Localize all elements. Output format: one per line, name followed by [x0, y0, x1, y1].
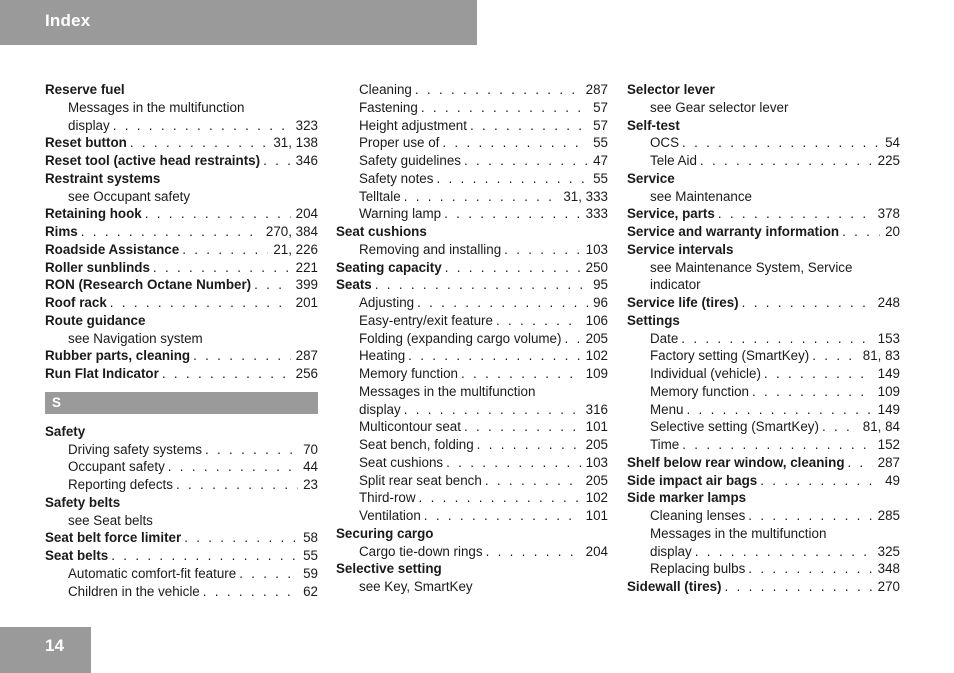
page-reference: 81, 84 — [862, 419, 900, 435]
dot-leader — [412, 81, 581, 99]
page-title: Index — [45, 11, 91, 30]
dot-leader — [108, 547, 298, 565]
dot-leader — [757, 472, 880, 490]
index-entry — [45, 241, 318, 259]
page-reference: 348 — [877, 561, 900, 577]
entry-text: Roof rack — [45, 295, 107, 310]
index-entry — [45, 205, 318, 223]
dot-leader — [749, 383, 873, 401]
page-reference: 95 — [593, 277, 608, 293]
index-subentry — [45, 458, 318, 476]
index-subentry — [336, 472, 608, 490]
index-subentry — [627, 259, 900, 277]
index-subentry — [336, 543, 608, 561]
entry-text: Selector lever — [627, 82, 715, 97]
dot-leader — [809, 347, 858, 365]
entry-text: indicator — [650, 277, 701, 293]
entry-text: see Occupant safety — [68, 188, 191, 204]
dot-leader — [501, 241, 580, 259]
entry-text: Factory setting (SmartKey) — [650, 348, 810, 364]
entry-text: Height adjustment — [359, 117, 467, 133]
dot-leader — [150, 259, 291, 277]
entry-text: Messages in the multifunction — [359, 383, 536, 399]
dot-leader — [78, 223, 261, 241]
page-reference: 109 — [585, 366, 608, 381]
index-subentry — [336, 383, 608, 401]
dot-leader — [173, 476, 298, 494]
dot-leader — [190, 347, 291, 365]
dot-leader — [401, 188, 559, 206]
dot-leader — [179, 241, 268, 259]
index-entry — [627, 454, 900, 472]
entry-text: Telltale — [359, 188, 401, 204]
index-subentry — [336, 294, 608, 312]
dot-leader — [441, 205, 581, 223]
index-subentry — [336, 134, 608, 152]
entry-text: Run Flat Indicator — [45, 366, 159, 381]
entry-text: Securing cargo — [336, 525, 434, 541]
index-column-3 — [627, 81, 900, 596]
entry-text: Side marker lamps — [627, 490, 747, 506]
dot-leader — [482, 472, 581, 490]
dot-leader — [416, 489, 581, 507]
dot-leader — [107, 294, 291, 312]
page-reference: 103 — [585, 241, 608, 257]
index-entry — [45, 347, 318, 365]
dot-leader — [372, 276, 588, 294]
page-reference: 378 — [877, 206, 900, 222]
entry-text: Seat cushions — [359, 454, 444, 470]
dot-leader — [679, 436, 872, 454]
dot-leader — [127, 134, 268, 152]
page-reference: 287 — [585, 82, 608, 97]
index-subentry — [627, 276, 900, 294]
index-subentry — [45, 512, 318, 530]
dot-leader — [251, 276, 291, 294]
page-reference: 31, 138 — [273, 135, 318, 151]
index-subentry — [627, 330, 900, 348]
entry-text: Reset button — [45, 135, 127, 151]
index-subentry — [336, 365, 608, 383]
index-entry — [627, 205, 900, 223]
page-reference: 54 — [885, 135, 900, 151]
index-entry — [627, 472, 900, 490]
page-reference: 57 — [593, 117, 608, 133]
entry-text: Route guidance — [45, 312, 146, 328]
dot-leader — [418, 99, 588, 117]
index-subentry — [45, 330, 318, 348]
dot-leader — [684, 401, 873, 419]
index-entry — [627, 170, 900, 188]
entry-text: see Seat belts — [68, 512, 153, 528]
index-subentry — [336, 401, 608, 419]
dot-leader — [260, 152, 291, 170]
index-subentry — [627, 152, 900, 170]
entry-text: Memory function — [359, 366, 458, 381]
page-reference: 58 — [303, 530, 318, 546]
entry-text: Settings — [627, 312, 680, 328]
index-entry — [627, 578, 900, 596]
index-entry — [45, 259, 318, 277]
page-reference: 81, 83 — [862, 348, 900, 364]
dot-leader — [181, 529, 298, 547]
entry-text: Proper use of — [359, 135, 440, 151]
page-reference: 55 — [593, 170, 608, 186]
index-entry — [45, 223, 318, 241]
page-reference: 323 — [295, 117, 318, 133]
page-reference: 204 — [295, 206, 318, 222]
page-reference: 399 — [295, 277, 318, 293]
entry-text: Multicontour seat — [359, 419, 461, 435]
page-reference: 325 — [877, 543, 900, 559]
dot-leader — [839, 223, 880, 241]
entry-text: Service — [627, 170, 675, 186]
entry-text: display — [359, 401, 401, 417]
index-subentry — [336, 205, 608, 223]
entry-text: Side impact air bags — [627, 472, 758, 488]
page-reference: 250 — [585, 259, 608, 275]
dot-leader — [692, 543, 873, 561]
index-entry — [45, 494, 318, 512]
index-subentry — [336, 578, 608, 596]
index-subentry — [627, 347, 900, 365]
page-reference: 346 — [295, 153, 318, 168]
page-reference: 62 — [303, 583, 318, 599]
index-entry — [45, 365, 318, 383]
dot-leader — [678, 330, 872, 348]
entry-text: Self-test — [627, 117, 680, 133]
dot-leader — [236, 565, 298, 583]
index-subentry — [336, 507, 608, 525]
index-entry — [336, 525, 608, 543]
index-subentry — [627, 560, 900, 578]
index-subentry — [45, 583, 318, 601]
dot-leader — [483, 543, 581, 561]
entry-text: Date — [650, 330, 679, 346]
index-entry — [627, 294, 900, 312]
dot-leader — [715, 205, 873, 223]
dot-leader — [200, 583, 298, 601]
index-subentry — [627, 436, 900, 454]
dot-leader — [745, 507, 872, 525]
page-reference: 225 — [877, 153, 900, 168]
page-reference: 57 — [593, 99, 608, 115]
index-subentry — [45, 565, 318, 583]
index-subentry — [336, 117, 608, 135]
index-subentry — [45, 188, 318, 206]
index-subentry — [45, 476, 318, 494]
page-reference: 204 — [585, 543, 608, 559]
page-reference: 333 — [585, 206, 608, 222]
page-reference: 70 — [303, 441, 318, 457]
page-reference: 55 — [303, 548, 318, 563]
index-subentry — [336, 241, 608, 259]
entry-text: Seat belt force limiter — [45, 530, 182, 546]
entry-text: Seat belts — [45, 548, 109, 563]
entry-text: Reserve fuel — [45, 82, 125, 97]
entry-text: display — [650, 543, 692, 559]
page-reference: 103 — [585, 454, 608, 470]
entry-text: Retaining hook — [45, 206, 142, 222]
dot-leader — [202, 441, 298, 459]
page-reference: 270 — [877, 579, 900, 594]
entry-text: Children in the vehicle — [68, 583, 200, 599]
page-reference: 20 — [885, 224, 900, 239]
dot-leader — [159, 365, 291, 383]
dot-leader — [142, 205, 291, 223]
dot-leader — [401, 401, 581, 419]
entry-text: Replacing bulbs — [650, 561, 746, 577]
dot-leader — [461, 418, 581, 436]
dot-leader — [845, 454, 873, 472]
entry-text: Individual (vehicle) — [650, 366, 761, 381]
entry-text: Roadside Assistance — [45, 241, 180, 257]
page-reference: 109 — [877, 383, 900, 399]
page-reference: 96 — [593, 295, 608, 310]
dot-leader — [679, 134, 880, 152]
page-reference: 101 — [585, 508, 608, 523]
index-subentry — [336, 81, 608, 99]
index-entry — [336, 259, 608, 277]
entry-text: Cargo tie-down rings — [359, 543, 483, 559]
page-reference: 21, 226 — [273, 241, 318, 257]
page-reference: 285 — [877, 508, 900, 523]
page-reference: 152 — [877, 437, 900, 452]
page-reference: 23 — [303, 477, 318, 492]
entry-text: Selective setting (SmartKey) — [650, 419, 819, 435]
index-subentry — [336, 436, 608, 454]
index-subentry — [627, 134, 900, 152]
dot-leader — [458, 365, 581, 383]
index-entry — [627, 312, 900, 330]
dot-leader — [561, 330, 580, 348]
index-entry — [45, 294, 318, 312]
index-subentry — [336, 454, 608, 472]
dot-leader — [433, 170, 588, 188]
entry-text: Safety belts — [45, 494, 121, 510]
entry-text: display — [68, 117, 110, 133]
index-subentry — [336, 330, 608, 348]
entry-text: Service life (tires) — [627, 295, 739, 310]
page-number: 14 — [45, 636, 64, 655]
page-reference: 149 — [877, 366, 900, 381]
entry-text: OCS — [650, 135, 680, 151]
entry-text: Removing and installing — [359, 241, 502, 257]
index-subentry — [627, 543, 900, 561]
index-entry — [627, 241, 900, 259]
dot-leader — [819, 418, 858, 436]
index-entry — [336, 560, 608, 578]
page-reference: 287 — [877, 454, 900, 470]
entry-text: Messages in the multifunction — [68, 99, 245, 115]
page-reference: 270, 384 — [265, 224, 318, 239]
entry-text: Roller sunblinds — [45, 259, 150, 275]
dot-leader — [414, 294, 588, 312]
entry-text: Driving safety systems — [68, 441, 202, 457]
page-reference: 201 — [295, 295, 318, 310]
page-reference: 205 — [585, 472, 608, 488]
page-reference: 316 — [585, 401, 608, 417]
dot-leader — [110, 117, 291, 135]
entry-text: Seat bench, folding — [359, 437, 474, 452]
entry-text: Heating — [359, 348, 406, 364]
entry-text: see Maintenance — [650, 188, 752, 204]
dot-leader — [722, 578, 873, 596]
entry-text: Service and warranty information — [627, 224, 840, 239]
section-letter-bar: S — [45, 392, 318, 414]
index-subentry — [627, 507, 900, 525]
dot-leader — [165, 458, 298, 476]
dot-leader — [421, 507, 581, 525]
entry-text: Automatic comfort-fit feature — [68, 565, 237, 581]
page-reference: 49 — [885, 472, 900, 488]
index-entry — [627, 117, 900, 135]
dot-leader — [474, 436, 581, 454]
entry-text: Menu — [650, 401, 684, 417]
index-subentry — [627, 525, 900, 543]
index-entry — [45, 152, 318, 170]
page-reference: 47 — [593, 153, 608, 168]
index-entry — [45, 170, 318, 188]
page-reference: 55 — [593, 135, 608, 151]
dot-leader — [439, 134, 588, 152]
index-entry — [627, 489, 900, 507]
entry-text: RON (Research Octane Number) — [45, 277, 252, 293]
entry-text: Service intervals — [627, 241, 734, 257]
page-reference: 44 — [303, 459, 318, 475]
index-subentry — [336, 152, 608, 170]
entry-text: Split rear seat bench — [359, 472, 482, 488]
entry-text: Folding (expanding cargo volume) — [359, 330, 562, 346]
entry-text: Safety — [45, 423, 86, 439]
dot-leader — [461, 152, 588, 170]
dot-leader — [443, 454, 581, 472]
entry-text: Fastening — [359, 99, 418, 115]
entry-text: Shelf below rear window, cleaning — [627, 454, 845, 470]
entry-text: Messages in the multifunction — [650, 525, 827, 541]
entry-text: Restraint systems — [45, 170, 161, 186]
page-reference: 101 — [585, 419, 608, 435]
page-reference: 149 — [877, 401, 900, 417]
header-band — [0, 0, 477, 45]
entry-text: Safety guidelines — [359, 153, 461, 168]
index-subentry — [336, 347, 608, 365]
entry-text: see Gear selector lever — [650, 99, 789, 115]
entry-text: Selective setting — [336, 561, 442, 577]
index-entry — [45, 81, 318, 99]
dot-leader — [745, 560, 872, 578]
dot-leader — [467, 117, 588, 135]
index-entry — [45, 547, 318, 565]
index-entry — [627, 223, 900, 241]
page-reference: 59 — [303, 565, 318, 581]
index-column-2 — [336, 81, 608, 596]
entry-text: Safety notes — [359, 170, 434, 186]
dot-leader — [493, 312, 581, 330]
index-subentry — [45, 441, 318, 459]
index-column-1 — [45, 81, 318, 600]
entry-text: Seat cushions — [336, 224, 427, 239]
index-subentry — [336, 418, 608, 436]
entry-text: Reset tool (active head restraints) — [45, 153, 261, 168]
entry-text: Occupant safety — [68, 459, 165, 475]
index-subentry — [336, 99, 608, 117]
entry-text: Cleaning — [359, 82, 412, 97]
page-reference: 205 — [585, 330, 608, 346]
entry-text: see Key, SmartKey — [359, 579, 473, 594]
entry-text: Third-row — [359, 490, 416, 506]
page-reference: 248 — [877, 295, 900, 310]
entry-text: see Navigation system — [68, 330, 203, 346]
index-entry — [627, 81, 900, 99]
entry-text: Seats — [336, 277, 372, 293]
entry-text: see Maintenance System, Service — [650, 259, 853, 275]
entry-text: Time — [650, 437, 680, 452]
dot-leader — [761, 365, 873, 383]
index-subentry — [45, 99, 318, 117]
page-reference: 102 — [585, 348, 608, 364]
index-subentry — [627, 383, 900, 401]
entry-text: Tele Aid — [650, 153, 697, 168]
page-reference: 102 — [585, 490, 608, 506]
page-reference: 221 — [295, 259, 318, 275]
entry-text: Rubber parts, cleaning — [45, 348, 191, 364]
page-reference: 106 — [585, 312, 608, 328]
index-subentry — [627, 418, 900, 436]
index-subentry — [627, 188, 900, 206]
index-entry — [45, 312, 318, 330]
entry-text: Warning lamp — [359, 206, 442, 222]
index-subentry — [336, 170, 608, 188]
entry-text: Rims — [45, 224, 78, 239]
index-subentry — [45, 117, 318, 135]
dot-leader — [405, 347, 581, 365]
index-entry — [336, 276, 608, 294]
index-entry — [45, 134, 318, 152]
index-entry — [45, 423, 318, 441]
index-entry — [45, 276, 318, 294]
page-reference: 287 — [295, 348, 318, 364]
index-entry — [45, 529, 318, 547]
entry-text: Reporting defects — [68, 477, 173, 492]
page-reference: 256 — [295, 366, 318, 381]
page-reference: 31, 333 — [563, 188, 608, 204]
entry-text: Service, parts — [627, 206, 715, 222]
entry-text: Easy-entry/exit feature — [359, 312, 493, 328]
entry-text: Ventilation — [359, 508, 421, 523]
dot-leader — [697, 152, 873, 170]
index-subentry — [627, 365, 900, 383]
index-entry — [336, 223, 608, 241]
dot-leader — [442, 259, 581, 277]
page-number-tab — [0, 627, 91, 673]
entry-text: Sidewall (tires) — [627, 579, 722, 594]
index-subentry — [336, 489, 608, 507]
entry-text: Seating capacity — [336, 259, 442, 275]
page-reference: 205 — [585, 437, 608, 452]
entry-text: Adjusting — [359, 295, 415, 310]
index-subentry — [336, 312, 608, 330]
entry-text: Memory function — [650, 383, 749, 399]
dot-leader — [739, 294, 873, 312]
index-subentry — [336, 188, 608, 206]
index-subentry — [627, 401, 900, 419]
page-reference: 153 — [877, 330, 900, 346]
entry-text: Cleaning lenses — [650, 508, 746, 523]
index-subentry — [627, 99, 900, 117]
